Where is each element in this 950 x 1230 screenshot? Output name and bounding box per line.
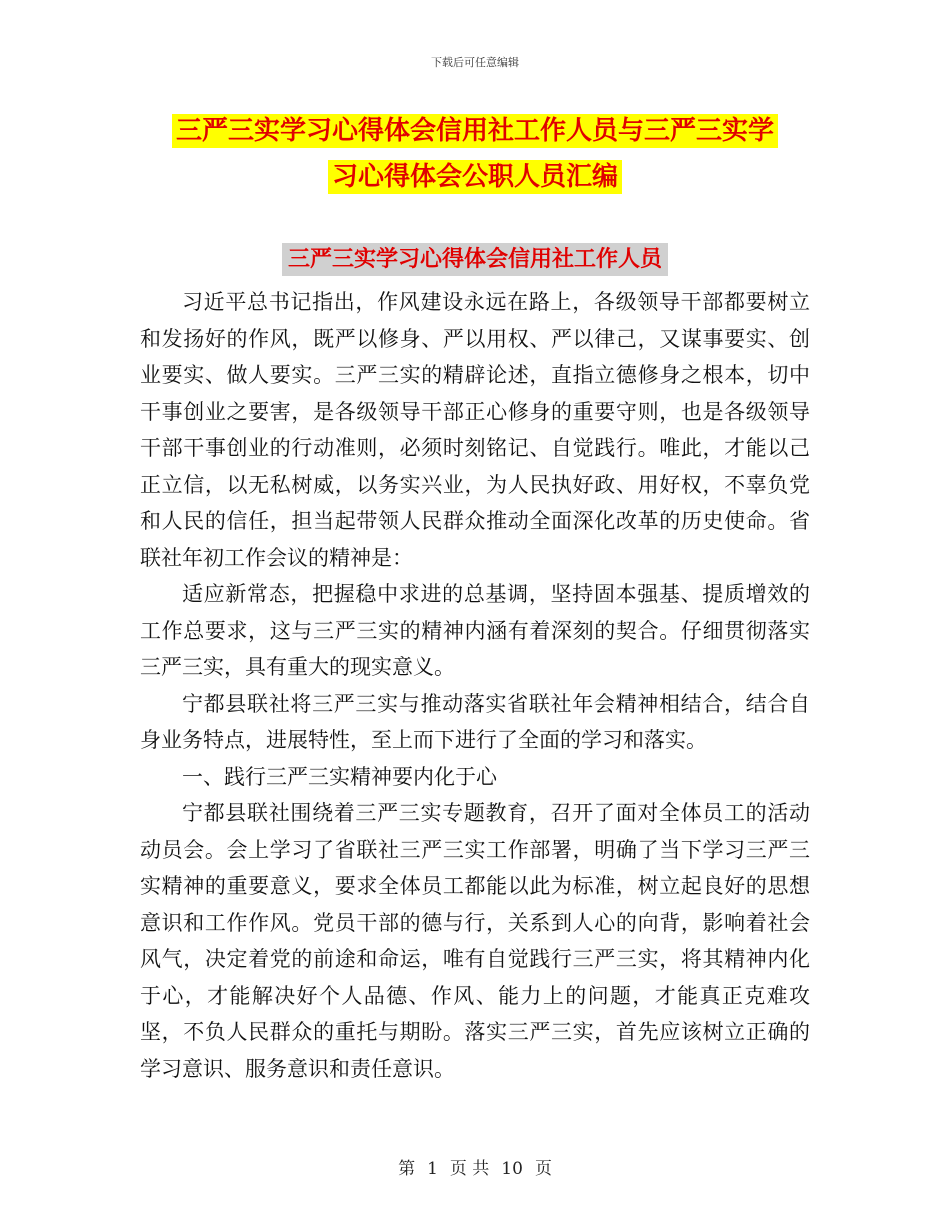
document-body [140, 284, 810, 1087]
document-title-line1: 三严三实学习心得体会信用社工作人员与三严三实学 [172, 114, 778, 148]
section-title [0, 242, 950, 273]
section-title-text: 三严三实学习心得体会信用社工作人员 [282, 243, 668, 276]
paragraph: 习近平总书记指出，作风建设永远在路上，各级领导干部都要树立和发扬好的作风，既严以修身、严以用权、严以律己，又谋事要实、创业要实、做人要实。三严三实的精辟论述，直指立德修身之根本，切中干事创业之要害，是各级领导干部正心修身的重要守则，也是各级领导干部干事创业的行动准则，必须时刻铭记、自觉践行。唯此，才能以己正立信，以无私树威，以务实兴业，为人民执好政、用好权，不辜负党和人民的信任，担当起带领人民群众推动全面深化改革的历史使命。省联社年初工作会议的精神是： [140, 290, 810, 570]
page-total: 10 [501, 1159, 523, 1179]
paragraph: 宁都县联社围绕着三严三实专题教育，召开了面对全体员工的活动动员会。会上学习了省联社三严三实工作部署，明确了当下学习三严三实精神的重要意义，要求全体员工都能以此为标准，树立起良好的思想意识和工作作风。党员干部的德与行，关系到人心的向背，影响着社会风气，决定着党的前途和命运，唯有自觉践行三严三实，将其精神内化于心，才能解决好个人品德、作风、能力上的问题，才能真正克难攻坚，不负人民群众的重托与期盼。落实三严三实，首先应该树立正确的学习意识、服务意识和责任意识。 [140, 801, 810, 1081]
paragraph: 宁都县联社将三严三实与推动落实省联社年会精神相结合，结合自身业务特点，进展特性，至上而下进行了全面的学习和落实。 [140, 691, 810, 752]
page-footer [0, 1154, 950, 1179]
paragraph: 适应新常态，把握稳中求进的总基调，坚持固本强基、提质增效的工作总要求，这与三严三实的精神内涵有着深刻的契合。仔细贯彻落实三严三实，具有重大的现实意义。 [140, 582, 810, 679]
footer-prefix: 第 [398, 1159, 416, 1179]
footer-suffix: 页 [534, 1159, 552, 1179]
paragraph-heading: 一、践行三严三实精神要内化于心 [182, 764, 497, 789]
page-number: 1 [427, 1159, 438, 1179]
document-title [140, 108, 810, 200]
header-note: 下载后可任意编辑 [431, 56, 519, 69]
footer-mid: 页 共 [449, 1159, 490, 1179]
document-title-line2: 习心得体会公职人员汇编 [328, 160, 622, 194]
